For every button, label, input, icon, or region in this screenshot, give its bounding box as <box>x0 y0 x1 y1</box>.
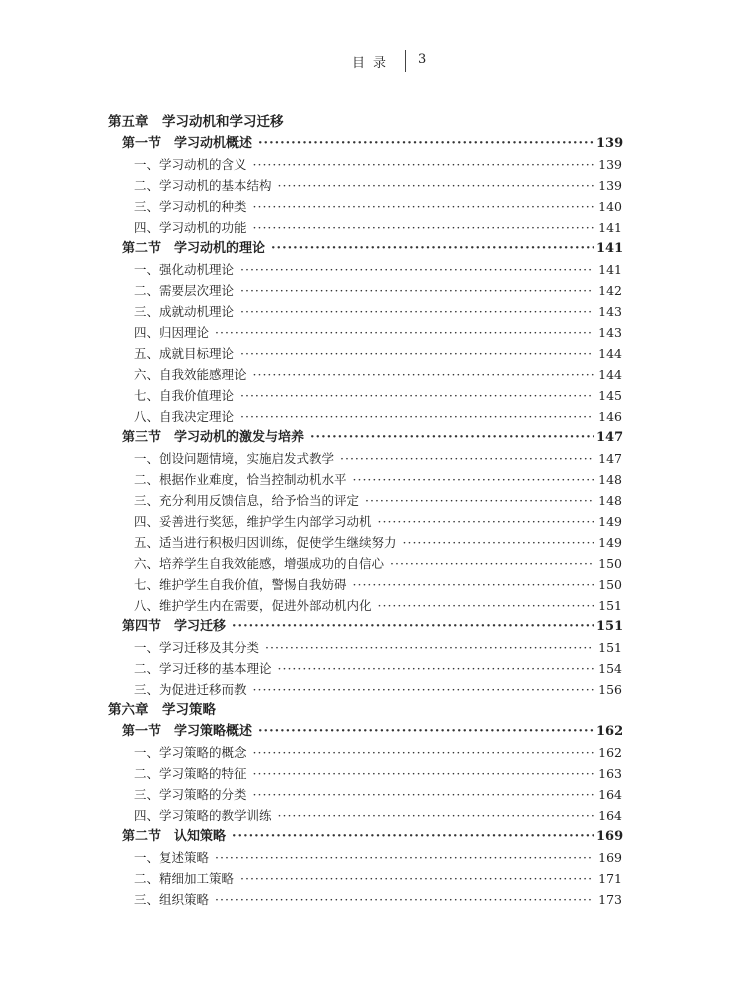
toc-page-number: 144 <box>598 346 622 361</box>
toc-page-number: 140 <box>598 199 622 214</box>
toc-item-row <box>0 847 622 868</box>
dot-leader <box>253 217 594 238</box>
toc-item-row <box>0 868 622 889</box>
dot-leader <box>265 637 594 658</box>
toc-page-number: 147 <box>598 451 622 466</box>
toc-page-number: 164 <box>598 808 622 823</box>
toc-item-title: 四、归因理论 <box>134 325 210 340</box>
toc-item-title: 二、学习迁移的基本理论 <box>134 661 272 676</box>
toc-item-row <box>0 805 622 826</box>
toc-item-title: 三、成就动机理论 <box>134 304 235 319</box>
toc-item-title: 四、学习动机的功能 <box>134 220 247 235</box>
dot-leader <box>232 616 594 637</box>
toc-page-number: 144 <box>598 367 622 382</box>
toc-item-title: 七、自我价值理论 <box>134 388 235 403</box>
toc-item-title: 六、培养学生自我效能感，增强成功的自信心 <box>134 556 385 571</box>
toc-item-row <box>0 280 622 301</box>
dot-leader <box>240 385 594 406</box>
dot-leader <box>378 595 594 616</box>
dot-leader <box>240 406 594 427</box>
dot-leader <box>353 469 594 490</box>
toc-item-row <box>0 889 622 910</box>
dot-leader <box>310 427 594 448</box>
toc-page-number: 149 <box>598 535 622 550</box>
header-page-number: 3 <box>418 52 427 67</box>
toc-item-title: 一、强化动机理论 <box>134 262 235 277</box>
dot-leader <box>232 826 594 847</box>
toc-item-row <box>0 511 622 532</box>
toc-page-number: 163 <box>598 766 622 781</box>
toc-item-title: 一、复述策略 <box>134 850 210 865</box>
toc-item-title: 五、成就目标理论 <box>134 346 235 361</box>
toc-page-number: 143 <box>598 325 622 340</box>
toc-item-title: 二、根据作业难度，恰当控制动机水平 <box>134 472 347 487</box>
toc-page-number: 164 <box>598 787 622 802</box>
dot-leader <box>365 490 594 511</box>
dot-leader <box>378 511 594 532</box>
toc-item-title: 三、组织策略 <box>134 892 210 907</box>
dot-leader <box>215 889 594 910</box>
dot-leader <box>240 259 594 280</box>
toc-item-title: 四、妥善进行奖惩，维护学生内部学习动机 <box>134 514 372 529</box>
toc-item-row <box>0 784 622 805</box>
toc-item-title: 三、充分利用反馈信息，给予恰当的评定 <box>134 493 360 508</box>
toc-item-row <box>0 406 622 427</box>
toc-item-row <box>0 469 622 490</box>
toc-page-number: 148 <box>598 472 622 487</box>
toc-section-row <box>0 133 622 154</box>
toc-section-title: 第三节 学习动机的激发与培养 <box>122 430 305 445</box>
running-header <box>0 50 750 74</box>
toc-item-title: 八、维护学生内在需要，促进外部动机内化 <box>134 598 372 613</box>
toc-section-row <box>0 616 622 637</box>
toc-item-row <box>0 658 622 679</box>
toc-chapter-row <box>0 700 750 721</box>
toc-item-title: 二、需要层次理论 <box>134 283 235 298</box>
toc-page-number: 139 <box>598 157 622 172</box>
toc-chapter-row <box>0 112 750 133</box>
dot-leader <box>253 154 594 175</box>
dot-leader <box>240 343 594 364</box>
dot-leader <box>253 742 594 763</box>
toc-item-row <box>0 175 622 196</box>
toc-item-title: 一、学习动机的含义 <box>134 157 247 172</box>
toc-section-row <box>0 826 622 847</box>
dot-leader <box>390 553 594 574</box>
dot-leader <box>253 679 594 700</box>
toc-page-number: 146 <box>598 409 622 424</box>
dot-leader <box>340 448 594 469</box>
dot-leader <box>253 784 594 805</box>
toc-item-title: 四、学习策略的教学训练 <box>134 808 272 823</box>
toc-page-number: 171 <box>598 871 622 886</box>
toc-page-number: 150 <box>598 577 622 592</box>
toc-page-number: 141 <box>596 241 624 256</box>
toc-section-row <box>0 427 622 448</box>
toc-item-title: 二、精细加工策略 <box>134 871 235 886</box>
toc-item-title: 七、维护学生自我价值，警惕自我妨碍 <box>134 577 347 592</box>
toc-item-row <box>0 532 622 553</box>
toc-item-row <box>0 259 622 280</box>
toc-page-number: 145 <box>598 388 622 403</box>
toc-page-number: 156 <box>598 682 622 697</box>
toc-chapter-title: 第六章 学习策略 <box>108 702 216 718</box>
table-of-contents <box>0 112 750 910</box>
toc-section-title: 第四节 学习迁移 <box>122 619 227 634</box>
toc-item-title: 八、自我决定理论 <box>134 409 235 424</box>
toc-item-row <box>0 553 622 574</box>
toc-item-title: 二、学习动机的基本结构 <box>134 178 272 193</box>
dot-leader <box>253 763 594 784</box>
toc-page-number: 149 <box>598 514 622 529</box>
toc-item-row <box>0 595 622 616</box>
toc-section-title: 第一节 学习策略概述 <box>122 724 253 739</box>
toc-page-number: 154 <box>598 661 622 676</box>
toc-item-row <box>0 679 622 700</box>
header-divider <box>405 50 406 72</box>
dot-leader <box>353 574 594 595</box>
toc-page-number: 151 <box>598 598 622 613</box>
toc-page-number: 148 <box>598 493 622 508</box>
dot-leader <box>240 301 594 322</box>
toc-item-title: 三、为促进迁移而教 <box>134 682 247 697</box>
toc-section-row <box>0 721 622 742</box>
dot-leader <box>253 196 594 217</box>
toc-page-number: 142 <box>598 283 622 298</box>
toc-item-row <box>0 742 622 763</box>
toc-section-title: 第二节 学习动机的理论 <box>122 241 266 256</box>
toc-item-title: 一、创设问题情境，实施启发式教学 <box>134 451 335 466</box>
toc-page-number: 141 <box>598 220 622 235</box>
dot-leader <box>240 280 594 301</box>
dot-leader <box>215 847 594 868</box>
toc-item-title: 三、学习动机的种类 <box>134 199 247 214</box>
dot-leader <box>278 658 594 679</box>
toc-section-row <box>0 238 622 259</box>
toc-page-number: 151 <box>598 640 622 655</box>
toc-page-number: 141 <box>598 262 622 277</box>
toc-item-row <box>0 364 622 385</box>
toc-item-title: 二、学习策略的特征 <box>134 766 247 781</box>
toc-item-row <box>0 385 622 406</box>
toc-section-title: 第一节 学习动机概述 <box>122 136 253 151</box>
toc-item-row <box>0 343 622 364</box>
toc-page-number: 162 <box>596 724 624 739</box>
toc-page-number: 169 <box>596 829 624 844</box>
header-title: 目录 <box>351 56 394 71</box>
toc-page-number: 173 <box>598 892 622 907</box>
toc-item-row <box>0 322 622 343</box>
toc-page-number: 169 <box>598 850 622 865</box>
dot-leader <box>258 721 594 742</box>
toc-item-title: 一、学习迁移及其分类 <box>134 640 260 655</box>
toc-item-row <box>0 217 622 238</box>
toc-item-row <box>0 301 622 322</box>
toc-section-title: 第二节 认知策略 <box>122 829 227 844</box>
toc-item-row <box>0 637 622 658</box>
dot-leader <box>271 238 594 259</box>
toc-item-row <box>0 574 622 595</box>
toc-page-number: 139 <box>596 136 624 151</box>
toc-item-title: 一、学习策略的概念 <box>134 745 247 760</box>
dot-leader <box>278 175 594 196</box>
toc-item-title: 六、自我效能感理论 <box>134 367 247 382</box>
toc-item-title: 五、适当进行积极归因训练，促使学生继续努力 <box>134 535 397 550</box>
toc-item-row <box>0 490 622 511</box>
toc-page-number: 147 <box>596 430 624 445</box>
toc-item-row <box>0 154 622 175</box>
dot-leader <box>215 322 594 343</box>
toc-item-row <box>0 196 622 217</box>
toc-page-number: 151 <box>596 619 624 634</box>
dot-leader <box>403 532 594 553</box>
toc-item-row <box>0 763 622 784</box>
dot-leader <box>240 868 594 889</box>
toc-chapter-title: 第五章 学习动机和学习迁移 <box>108 114 284 130</box>
dot-leader <box>253 364 594 385</box>
toc-page-number: 139 <box>598 178 622 193</box>
toc-item-title: 三、学习策略的分类 <box>134 787 247 802</box>
toc-page-number: 143 <box>598 304 622 319</box>
toc-page-number: 150 <box>598 556 622 571</box>
dot-leader <box>278 805 594 826</box>
dot-leader <box>258 133 594 154</box>
toc-page-number: 162 <box>598 745 622 760</box>
toc-item-row <box>0 448 622 469</box>
